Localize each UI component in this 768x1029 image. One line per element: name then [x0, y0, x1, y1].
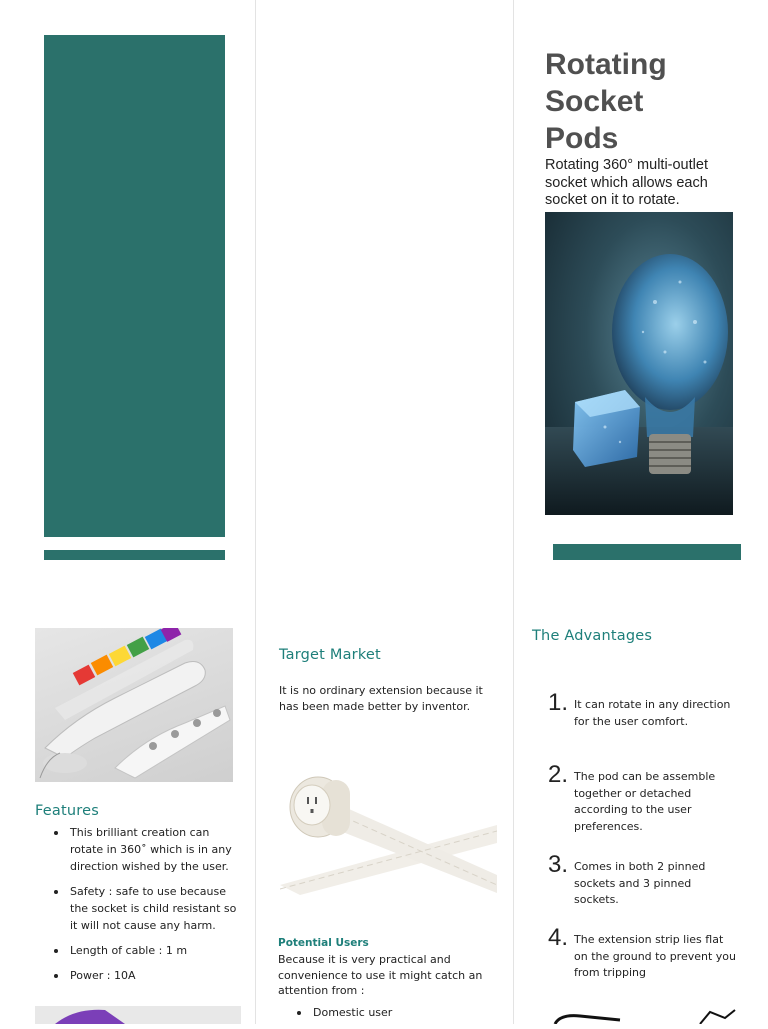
potential-users-list-container — [278, 1004, 498, 1029]
spool-illustration — [280, 765, 497, 895]
flat-extension-spool-image — [280, 765, 497, 895]
lightbulb-ice-image — [545, 212, 733, 515]
advantage-number: 4. — [548, 924, 569, 951]
advantage-number: 3. — [548, 851, 569, 878]
potential-users-list — [278, 1004, 498, 1021]
advantage-text: It can rotate in any direction for the user comfort. — [574, 698, 731, 728]
advantage-text: The extension strip lies flat on the ground to prevent you from tripping — [574, 933, 737, 979]
list-item: Safety : safe to use because the socket is child resistant so it will not cause any harm. — [70, 883, 240, 934]
fold-line-right — [513, 0, 514, 1024]
list-item: Length of cable : 1 m — [70, 942, 240, 959]
list-item: Power : 10A — [70, 967, 240, 984]
list-item: This brilliant creation can rotate in 360˚ which is in any direction wished by the user. — [70, 824, 240, 875]
features-list — [35, 824, 240, 984]
sketch-fragment — [550, 1008, 740, 1024]
cover-accent-bar — [44, 550, 225, 560]
socket-pod-bottom-image — [35, 1006, 241, 1024]
title-line: Rotating — [545, 48, 667, 81]
features-list-container — [35, 824, 240, 992]
lightbulb-ice-illustration — [545, 212, 733, 515]
socket-strips-illustration — [35, 628, 233, 782]
potential-users-text: Because it is very practical and convenience to use it might catch an attention from : — [278, 953, 483, 997]
target-market-text: It is no ordinary extension because it has been made better by inventor. — [279, 684, 483, 713]
brochure-subtitle: Rotating 360° multi-outlet socket which allows each socket on it to rotate. — [545, 157, 708, 208]
advantage-text: Comes in both 2 pinned sockets and 3 pinned sockets. — [574, 860, 706, 906]
title-line: Pods — [545, 122, 619, 155]
advantage-number: 1. — [548, 689, 569, 716]
features-heading: Features — [35, 803, 99, 819]
potential-users-heading: Potential Users — [278, 937, 369, 949]
sketch-image-fragment — [550, 1008, 740, 1024]
rotating-socket-strips-image — [35, 628, 233, 782]
advantages-heading: The Advantages — [532, 628, 653, 644]
target-market-heading: Target Market — [279, 647, 381, 663]
cover-accent-bar-right — [553, 544, 741, 560]
cover-color-block — [44, 35, 225, 537]
advantage-text: The pod can be assemble together or detached according to the user preferences. — [574, 770, 716, 833]
list-item: Domestic user — [313, 1004, 498, 1021]
socket-pod-fragment — [35, 1006, 241, 1024]
fold-line-left — [255, 0, 256, 1024]
brochure-title — [545, 46, 745, 157]
advantage-number: 2. — [548, 761, 569, 788]
title-line: Socket — [545, 85, 644, 118]
